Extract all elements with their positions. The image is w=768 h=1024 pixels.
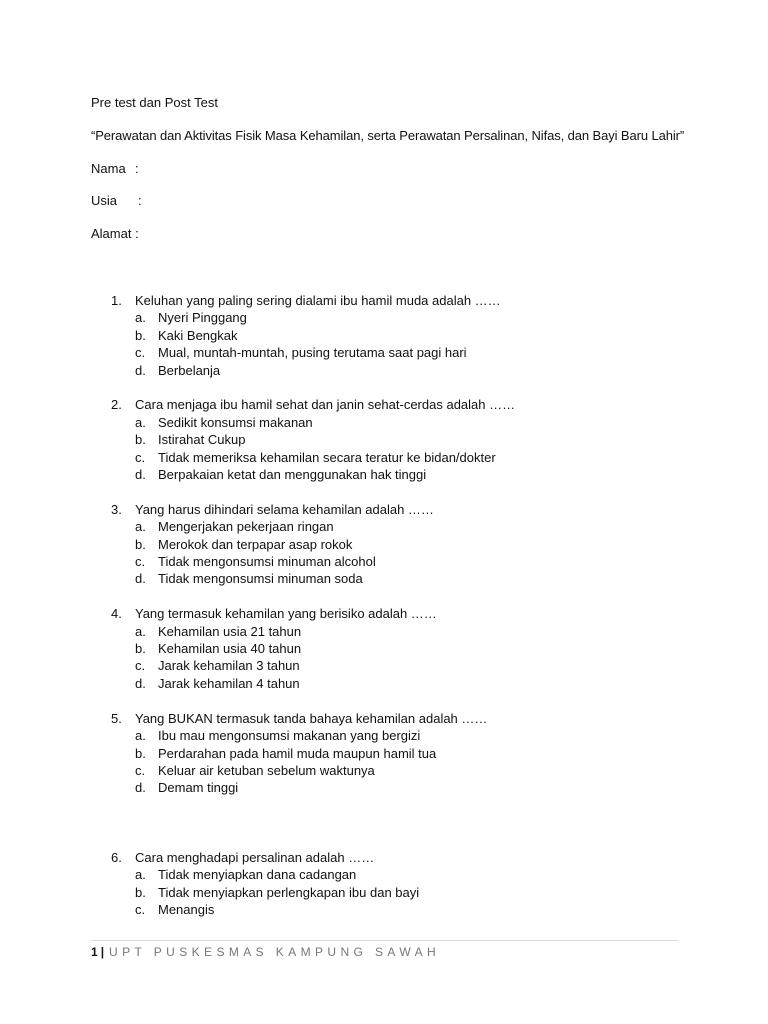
question-1-stem <box>111 292 711 309</box>
option-4c <box>111 657 711 674</box>
question-list <box>111 292 711 936</box>
option-3a <box>111 518 711 535</box>
option-letter: a. <box>135 519 146 535</box>
option-letter: a. <box>135 867 146 883</box>
question-3 <box>111 501 711 588</box>
footer-divider <box>91 940 678 941</box>
option-text: Sedikit konsumsi makanan <box>158 414 313 430</box>
question-text: Cara menghadapi persalinan adalah …… <box>135 849 375 865</box>
option-text: Istirahat Cukup <box>158 432 246 448</box>
option-text: Tidak menyiapkan dana cadangan <box>158 867 357 883</box>
option-2d <box>111 466 711 483</box>
option-letter: c. <box>135 762 146 778</box>
name-field <box>91 161 291 177</box>
question-2-stem <box>111 396 711 413</box>
question-6 <box>111 849 711 919</box>
option-2c <box>111 449 711 466</box>
option-text: Jarak kehamilan 3 tahun <box>158 658 300 674</box>
question-number: 1. <box>111 293 122 308</box>
option-6c <box>111 901 711 918</box>
option-letter: c. <box>135 449 146 465</box>
question-3-stem <box>111 501 711 518</box>
document-subtitle: “Perawatan dan Aktivitas Fisik Masa Kehamilan, serta Perawatan Persalinan, Nifas, dan Bayi Baru Lahir” <box>91 128 685 143</box>
option-letter: c. <box>135 901 146 917</box>
option-5d <box>111 779 711 796</box>
option-1a <box>111 309 711 326</box>
option-letter: c. <box>135 658 146 674</box>
option-letter: a. <box>135 414 146 430</box>
footer-organization: UPT PUSKESMAS KAMPUNG SAWAH <box>109 945 441 959</box>
question-text: Keluhan yang paling sering dialami ibu hamil muda adalah …… <box>135 293 501 308</box>
option-5c <box>111 762 711 779</box>
option-1d <box>111 362 711 379</box>
option-text: Mengerjakan pekerjaan ringan <box>158 519 334 535</box>
option-6b <box>111 884 711 901</box>
question-4-stem <box>111 605 711 622</box>
name-field-label: Nama <box>91 161 126 176</box>
option-letter: d. <box>135 467 146 483</box>
option-3d <box>111 570 711 587</box>
question-number: 4. <box>111 606 122 622</box>
question-text: Cara menjaga ibu hamil sehat dan janin sehat-cerdas adalah …… <box>135 397 516 413</box>
question-6-stem <box>111 849 711 866</box>
option-text: Kaki Bengkak <box>158 327 238 343</box>
option-text: Mual, muntah-muntah, pusing terutama saat pagi hari <box>158 345 467 361</box>
question-text: Yang termasuk kehamilan yang berisiko adalah …… <box>135 606 437 622</box>
option-text: Demam tinggi <box>158 780 239 796</box>
option-text: Menangis <box>158 901 215 917</box>
footer-separator: | <box>100 945 105 959</box>
option-letter: b. <box>135 884 146 900</box>
option-text: Tidak memeriksa kehamilan secara teratur ke bidan/dokter <box>158 449 496 465</box>
option-1b <box>111 327 711 344</box>
question-1 <box>111 292 711 379</box>
question-5-stem <box>111 710 711 727</box>
option-letter: b. <box>135 327 146 343</box>
option-letter: c. <box>135 554 146 570</box>
option-text: Perdarahan pada hamil muda maupun hamil tua <box>158 745 437 761</box>
option-text: Nyeri Pinggang <box>158 310 247 326</box>
option-text: Keluar air ketuban sebelum waktunya <box>158 762 375 778</box>
option-letter: d. <box>135 571 146 587</box>
question-number: 2. <box>111 397 122 413</box>
question-4 <box>111 605 711 692</box>
option-letter: c. <box>135 345 146 361</box>
option-letter: d. <box>135 675 146 691</box>
page-footer <box>91 944 440 960</box>
option-4d <box>111 675 711 692</box>
option-text: Kehamilan usia 21 tahun <box>158 623 302 639</box>
age-field-separator: : <box>138 193 142 208</box>
option-text: Merokok dan terpapar asap rokok <box>158 536 353 552</box>
age-field-label: Usia <box>91 193 118 208</box>
option-letter: a. <box>135 310 146 326</box>
question-text: Yang harus dihindari selama kehamilan adalah …… <box>135 501 434 517</box>
footer-page-number: 1 <box>91 945 98 959</box>
option-letter: b. <box>135 745 146 761</box>
question-number: 5. <box>111 710 122 726</box>
option-text: Kehamilan usia 40 tahun <box>158 641 302 657</box>
option-5a <box>111 727 711 744</box>
address-field-separator: : <box>135 226 139 241</box>
option-text: Berpakaian ketat dan menggunakan hak tinggi <box>158 467 427 483</box>
option-2a <box>111 414 711 431</box>
age-field <box>91 193 291 209</box>
question-number: 3. <box>111 501 122 517</box>
option-3c <box>111 553 711 570</box>
option-text: Tidak mengonsumsi minuman alcohol <box>158 554 376 570</box>
question-2 <box>111 396 711 483</box>
option-5b <box>111 745 711 762</box>
option-letter: a. <box>135 623 146 639</box>
option-text: Jarak kehamilan 4 tahun <box>158 675 300 691</box>
option-4b <box>111 640 711 657</box>
option-text: Berbelanja <box>158 362 221 378</box>
name-field-separator: : <box>135 161 139 176</box>
option-letter: a. <box>135 728 146 744</box>
address-field-label: Alamat <box>91 226 132 241</box>
question-number: 6. <box>111 849 122 865</box>
option-2b <box>111 431 711 448</box>
option-text: Tidak mengonsumsi minuman soda <box>158 571 363 587</box>
question-text: Yang BUKAN termasuk tanda bahaya kehamilan adalah …… <box>135 710 488 726</box>
option-4a <box>111 623 711 640</box>
option-letter: d. <box>135 780 146 796</box>
option-letter: b. <box>135 641 146 657</box>
option-letter: b. <box>135 536 146 552</box>
question-5 <box>111 710 711 797</box>
option-1c <box>111 344 711 361</box>
option-6a <box>111 866 711 883</box>
option-letter: d. <box>135 362 146 378</box>
option-text: Ibu mau mengonsumsi makanan yang bergizi <box>158 728 421 744</box>
address-field <box>91 226 291 242</box>
option-letter: b. <box>135 432 146 448</box>
document-title: Pre test dan Post Test <box>91 95 218 110</box>
option-text: Tidak menyiapkan perlengkapan ibu dan bayi <box>158 884 420 900</box>
option-3b <box>111 536 711 553</box>
